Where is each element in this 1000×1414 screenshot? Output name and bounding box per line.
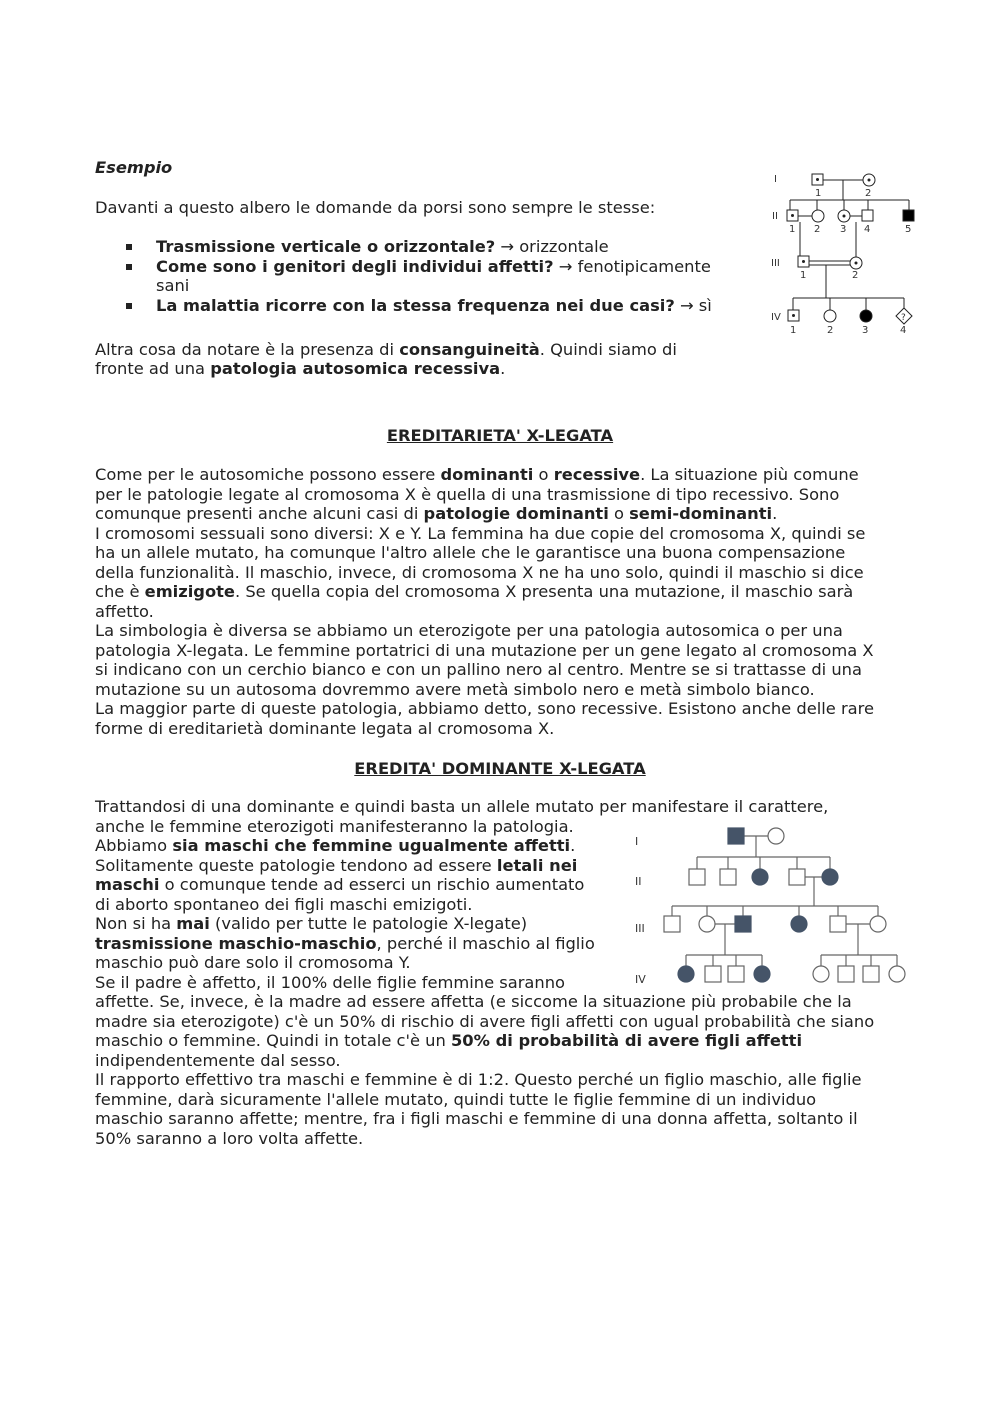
paragraph-line: indipendentemente dal sesso. [95,1051,341,1070]
pedigree-female-affected [791,916,807,932]
pedigree-female-affected [860,310,872,322]
paragraph-line: che è emizigote. Se quella copia del cromosoma X presenta una mutazione, il maschio sarà [95,582,854,601]
paragraph-line: ha un allele mutato, ha comunque l'altro allele che le garantisce una buona compensazione [95,543,846,562]
pedigree-female [812,210,824,222]
section-heading-x-linked: EREDITARIETA' X-LEGATA [386,426,614,445]
section-heading-x-linked-dominant: EREDITA' DOMINANTE X-LEGATA [354,759,646,778]
pedigree-individual-number: 5 [905,224,912,235]
paragraph-line: madre sia eterozigote) c'è un 50% di rischio di avere figli affetti con ugual probabilità che siano [95,1012,875,1031]
paragraph-line: si indicano con un cerchio bianco e con un pallino nero al centro. Mentre se si trattasse di una [95,660,862,679]
paragraph-line: mutazione su un autosoma dovremmo avere metà simbolo nero e metà simbolo bianco. [95,680,815,699]
pedigree-individual-number: 4 [864,224,871,235]
pedigree-gen-label: II [772,211,778,222]
paragraph-line: per le patologie legate al cromosoma X è quella di una trasmissione di tipo recessivo. Sono [95,485,840,504]
pedigree-gen-label: III [635,922,645,935]
pedigree-male-affected [735,916,751,932]
pedigree-individual-number: 1 [790,325,797,336]
pedigree-female [813,966,829,982]
pedigree-female [768,828,784,844]
paragraph-line: maschio saranno affette; mentre, fra i figli maschi e femmine di una donna affetta, soltanto il [95,1109,858,1128]
pedigree-gen-label: IV [635,973,646,986]
list-item: Come sono i genitori degli individui affetti? → fenotipicamente sani [95,257,745,296]
pedigree-gen-label: I [635,835,639,848]
pedigree-male [830,916,846,932]
pedigree-individual-number: 2 [827,325,834,336]
pedigree-female-affected [822,869,838,885]
pedigree-male [728,966,744,982]
pedigree-gen-label: II [635,875,642,888]
pedigree-gen-label: I [774,174,777,185]
paragraph-line: maschio o femmine. Quindi in totale c'è un 50% di probabilità di avere figli affetti [95,1031,803,1050]
paragraph-line: Abbiamo sia maschi che femmine ugualmente affetti. [95,836,576,855]
paragraph-line: affette. Se, invece, è la madre ad essere affetta (e siccome la situazione più probabile che la [95,992,852,1011]
paragraph-line: affetto. [95,602,154,621]
pedigree-male [863,966,879,982]
paragraph-line: anche le femmine eterozigoti manifesteranno la patologia. [95,817,574,836]
pedigree-individual-number: 1 [815,188,822,199]
pedigree-male [720,869,736,885]
pedigree-male [862,210,873,221]
pedigree-female [870,916,886,932]
example-intro: Davanti a questo albero le domande da porsi sono sempre le stesse: [95,198,656,217]
pedigree-male [838,966,854,982]
paragraph-line: trasmissione maschio-maschio, perché il maschio al figlio [95,934,595,953]
pedigree-individual-number: 1 [789,224,796,235]
pedigree-individual-number: 4 [900,325,907,336]
paragraph-line: patologia X-legata. Le femmine portatrici di una mutazione per un gene legato al cromosoma X [95,641,874,660]
paragraph-line: Come per le autosomiche possono essere dominanti o recessive. La situazione più comune [95,465,859,484]
pedigree-gen-label: III [771,258,780,269]
paragraph-line: maschio può dare solo il cromosoma Y. [95,953,411,972]
pedigree-individual-number: 3 [862,325,869,336]
example-title: Esempio [95,158,173,177]
pedigree-individual-number: 2 [852,270,859,281]
pedigree-male-affected [903,210,914,221]
paragraph-line: Se il padre è affetto, il 100% delle figlie femmine saranno [95,973,566,992]
questions-list [95,237,745,315]
pedigree-individual-number: 3 [840,224,847,235]
paragraph-line: 50% saranno a loro volta affette. [95,1129,364,1148]
paragraph-line: Solitamente queste patologie tendono ad essere letali nei [95,856,578,875]
list-item: La malattia ricorre con la stessa frequenza nei due casi? → sì [95,296,745,316]
paragraph-line: di aborto spontaneo dei figli maschi emizigoti. [95,895,473,914]
paragraph-line: La simbologia è diversa se abbiamo un eterozigote per una patologia autosomica o per una [95,621,843,640]
paragraph-line: forme di ereditarietà dominante legata al cromosoma X. [95,719,555,738]
paragraph-line: Non si ha mai (valido per tutte le patologie X-legate) [95,914,528,933]
pedigree-female-affected [754,966,770,982]
pedigree-individual-number: 2 [865,188,872,199]
pedigree-x-linked-dominant [630,820,915,992]
pedigree-male [705,966,721,982]
paragraph-line: maschi o comunque tende ad esserci un rischio aumentato [95,875,585,894]
example-conclusion-line1: Altra cosa da notare è la presenza di consanguineità. Quindi siamo di [95,340,677,359]
pedigree-male [664,916,680,932]
paragraph-line: femmine, darà sicuramente l'allele mutato, quindi tutte le figlie femmine di un individuo [95,1090,817,1109]
pedigree-female [699,916,715,932]
pedigree-autosomal-recessive [765,165,925,340]
pedigree-female-affected [752,869,768,885]
paragraph-line: I cromosomi sessuali sono diversi: X e Y. La femmina ha due copie del cromosoma X, quindi se [95,524,866,543]
pedigree-female [889,966,905,982]
pedigree-male [789,869,805,885]
list-item: Trasmissione verticale o orizzontale? → orizzontale [95,237,745,257]
paragraph-line: La maggior parte di queste patologia, abbiamo detto, sono recessive. Esistono anche delle rare [95,699,874,718]
paragraph-line: Trattandosi di una dominante e quindi basta un allele mutato per manifestare il carattere, [95,797,829,816]
pedigree-individual-number: 2 [814,224,821,235]
pedigree-male [689,869,705,885]
pedigree-individual-number: 1 [800,270,807,281]
pedigree-female [824,310,836,322]
pedigree-female-affected [678,966,694,982]
pedigree-male-affected [728,828,744,844]
pedigree-unknown-mark: ? [901,313,906,323]
paragraph-line: Il rapporto effettivo tra maschi e femmine è di 1:2. Questo perché un figlio maschio, alle figlie [95,1070,862,1089]
example-conclusion-line2: fronte ad una patologia autosomica recessiva. [95,359,506,378]
paragraph-line: comunque presenti anche alcuni casi di patologie dominanti o semi-dominanti. [95,504,778,523]
pedigree-gen-label: IV [771,312,781,323]
paragraph-line: della funzionalità. Il maschio, invece, di cromosoma X ne ha uno solo, quindi il maschio si dice [95,563,864,582]
